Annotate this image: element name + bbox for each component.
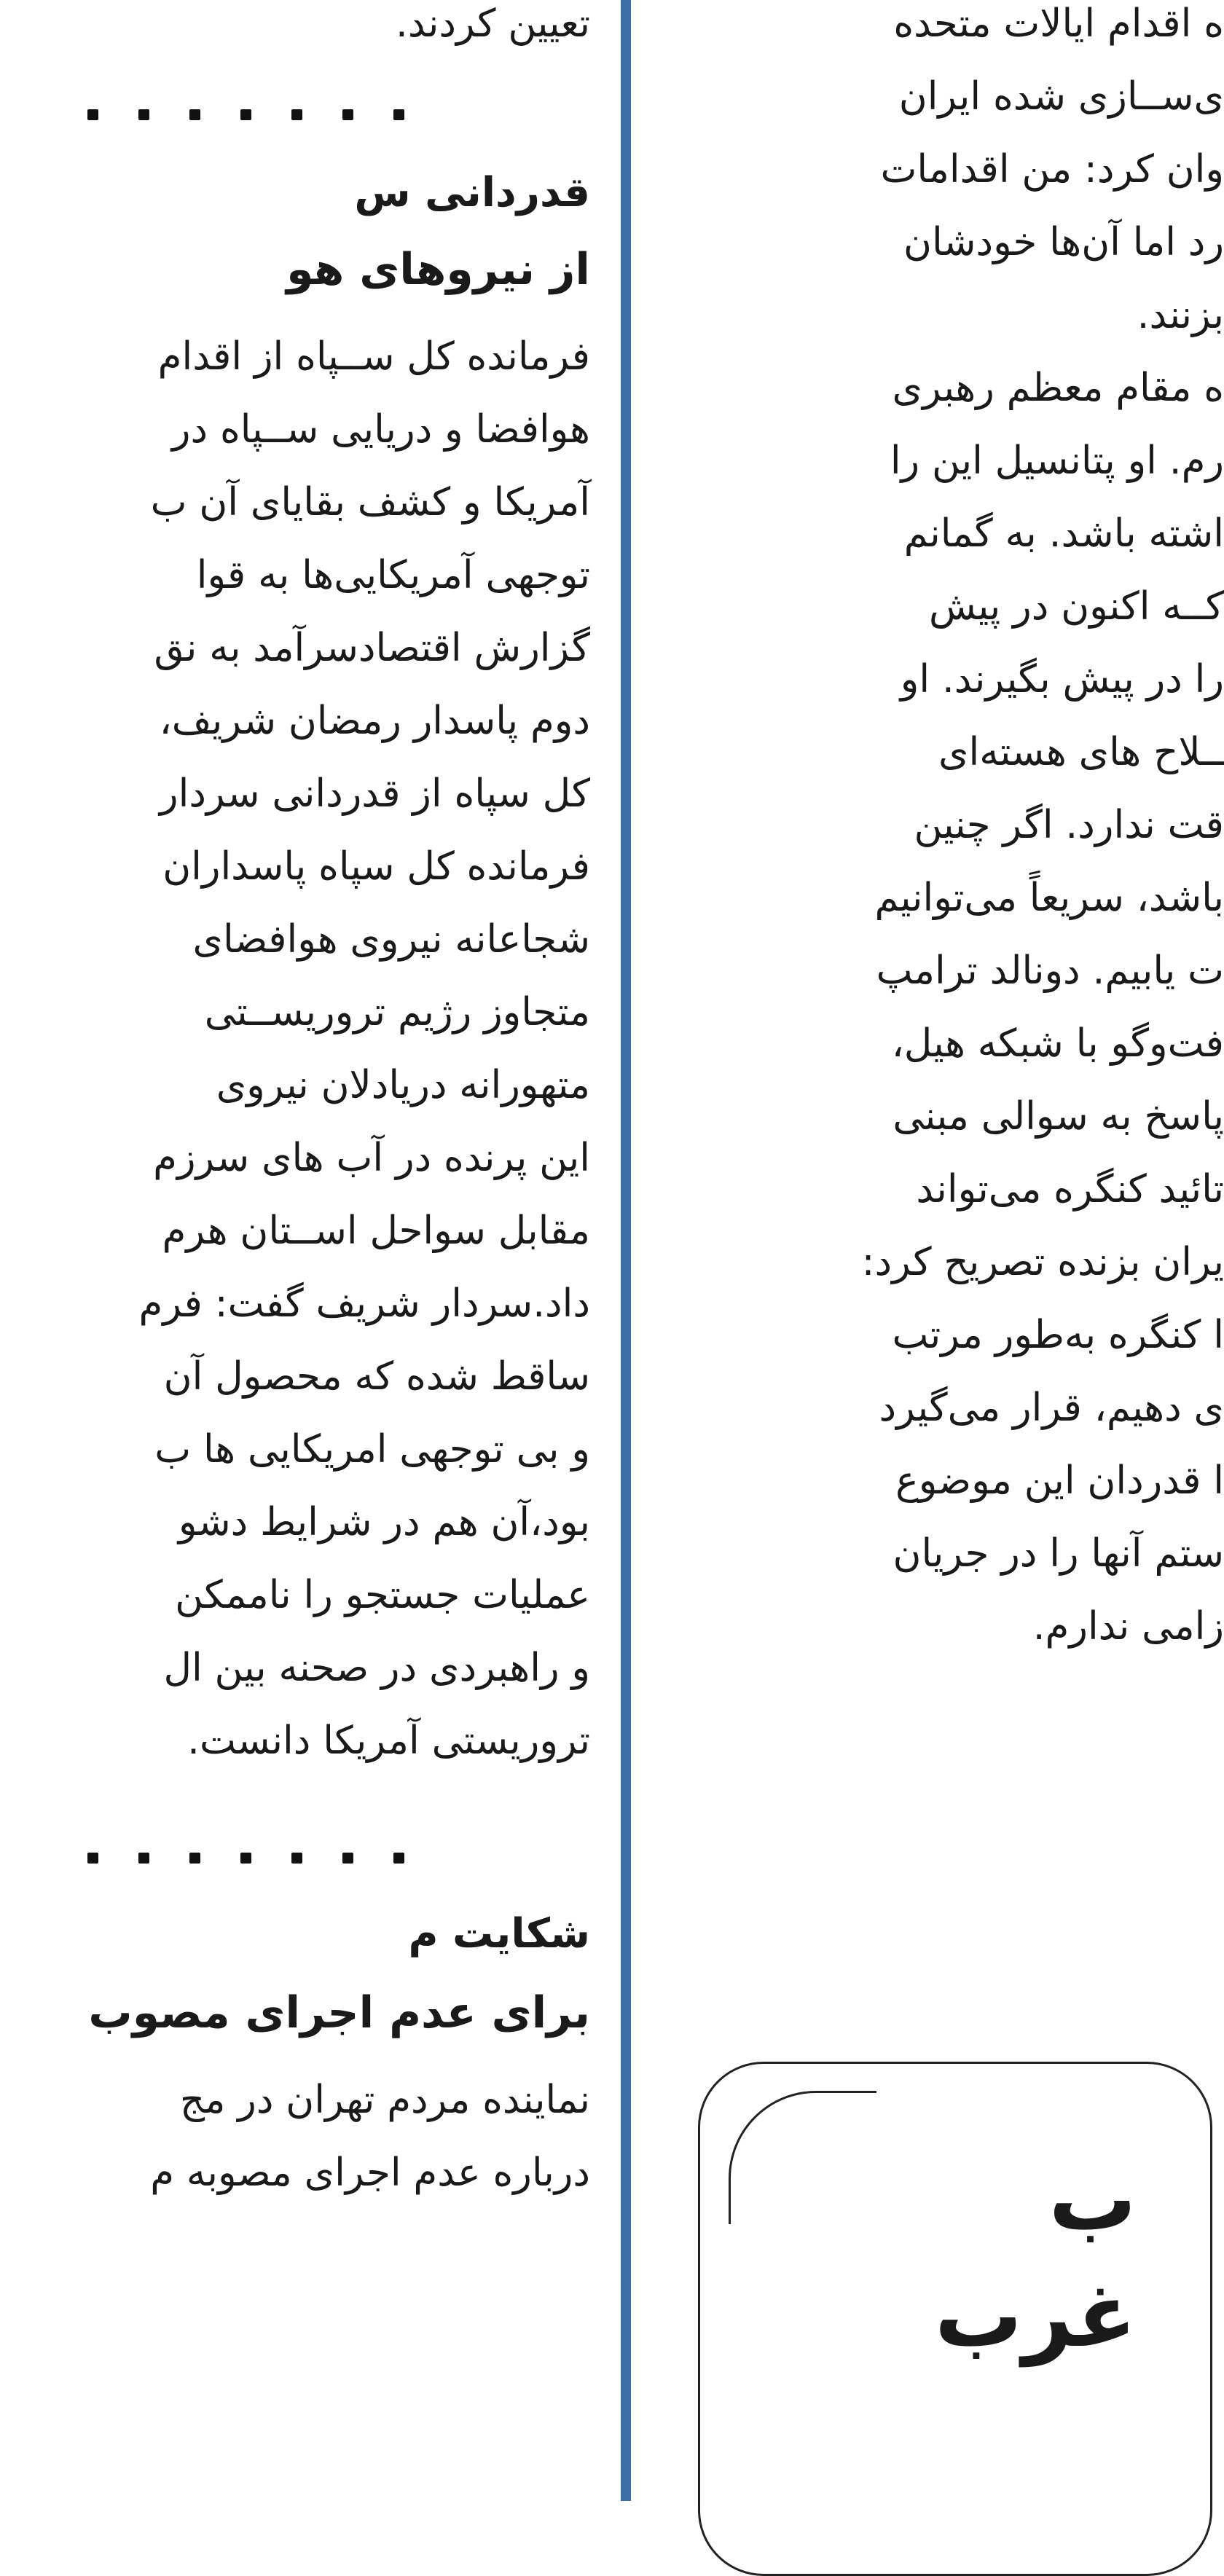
right-article-line: بزنند. [1137,283,1224,348]
separator-dot [189,109,200,120]
article1-line: این پرنده در آب های سرزم [153,1126,590,1191]
section-separator-dots [87,109,452,124]
article1-line: متجاوز رژیم تروریســتی [205,980,590,1045]
article1-line: تروریستی آمریکا دانست. [187,1708,590,1774]
right-article-line: ی دهیم، قرار می‌گیرد [879,1375,1224,1441]
article1-line: گزارش اقتصادسرآمد به نق [154,616,590,681]
article1-line: کل سپاه از قدردانی سردار [160,761,590,827]
separator-dot [138,1853,149,1864]
article1-line: آمریکا و کشف بقایای آن ب [151,470,590,535]
intro-line: تعیین کردند. [396,0,590,57]
article1-line: داد.سردار شریف گفت: فرم [139,1271,591,1337]
article1-title-line1: قدردانی س [354,160,590,226]
right-article-line: تائید کنگره می‌تواند [916,1157,1224,1222]
left-column [0,0,621,2501]
right-article-line: ستم آنها را در جریان [893,1521,1224,1587]
box-headline-line1: ب [1048,2149,1137,2251]
right-article-line: را در پیش بگیرند. او [901,647,1224,712]
right-article-line: ت یابیم. دونالد ترامپ [876,938,1224,1004]
article2-line: نماینده مردم تهران در مج [180,2068,590,2133]
right-article-line: ی‌ســازی شده ایران [899,64,1224,130]
separator-dot [240,109,251,120]
article1-line: شجاعانه نیروی هوافضای [193,907,590,973]
article2-title-line1: شکایت م [408,1901,590,1967]
right-article-line: پاسخ به سوالی مبنی [892,1084,1224,1150]
column-divider [621,0,631,2501]
right-article-line: ــلاح های هسته‌ای [938,720,1224,785]
article2-title-line2: برای عدم اجرای مصوب [88,1980,590,2046]
box-headline-line2: غرب [935,2266,1137,2368]
right-article-line: ه مقام معظم رهبری [892,356,1224,421]
separator-dot [291,109,302,120]
right-article-line: ه اقدام ایالات متحده [893,0,1224,57]
right-article-line: ا قدردان این موضوع [895,1448,1224,1514]
separator-dot [87,1853,98,1864]
article1-line: بود،آن هم در شرایط دشو [178,1490,590,1555]
right-article-line: اشته باشد. به گمانم [904,501,1224,567]
separator-dot [342,1853,353,1864]
separator-dot [138,109,149,120]
separator-dot [291,1853,302,1864]
article1-line: عملیات جستجو را ناممکن [175,1563,590,1628]
article1-line: مقابل سواحل اســتان هرم [162,1198,590,1264]
separator-dot [393,109,404,120]
right-article-line: وان کرد: من اقدامات [881,137,1224,203]
right-article-line: کــه اکنون در پیش [929,574,1224,640]
right-article-line: باشد، سریعاً می‌توانیم [875,865,1224,931]
article1-title-line2: از نیروهای هو [286,237,590,302]
right-article-line: رم. او پتانسیل این را [890,428,1224,494]
article1-line: متهورانه دریادلان نیروی [216,1053,590,1118]
article2-line: درباره عدم اجرای مصوبه م [150,2140,590,2206]
article1-line: و بی توجهی امریکایی ها ب [154,1417,590,1483]
separator-dot [393,1853,404,1864]
article1-line: و راهبردی در صحنه بین ال [163,1635,590,1701]
right-article-line: یران بزنده تصریح کرد: [862,1230,1224,1295]
section-separator-dots [87,1853,452,1867]
right-article-line: ا کنگره به‌طور مرتب [892,1303,1224,1368]
separator-dot [189,1853,200,1864]
separator-dot [240,1853,251,1864]
article1-line: فرمانده کل سپاه پاسداران [162,834,590,900]
separator-dot [342,109,353,120]
article1-line: ساقط شده که محصول آن [164,1344,590,1410]
right-article-line: رد اما آن‌ها خودشان [903,210,1224,275]
right-article-line: زامی ندارم. [1033,1594,1224,1660]
article1-line: توجهی آمریکایی‌ها به قوا [197,543,590,608]
right-article-line: فت‌وگو با شبکه هیل، [892,1011,1224,1077]
separator-dot [87,109,98,120]
article1-line: هوافضا و دریایی ســپاه در [172,397,590,463]
article1-line: دوم پاسدار رمضان شریف، [160,688,590,754]
right-article-line: قت ندارد. اگر چنین [914,793,1224,858]
article1-line: فرمانده کل ســپاه از اقدام [158,324,590,390]
